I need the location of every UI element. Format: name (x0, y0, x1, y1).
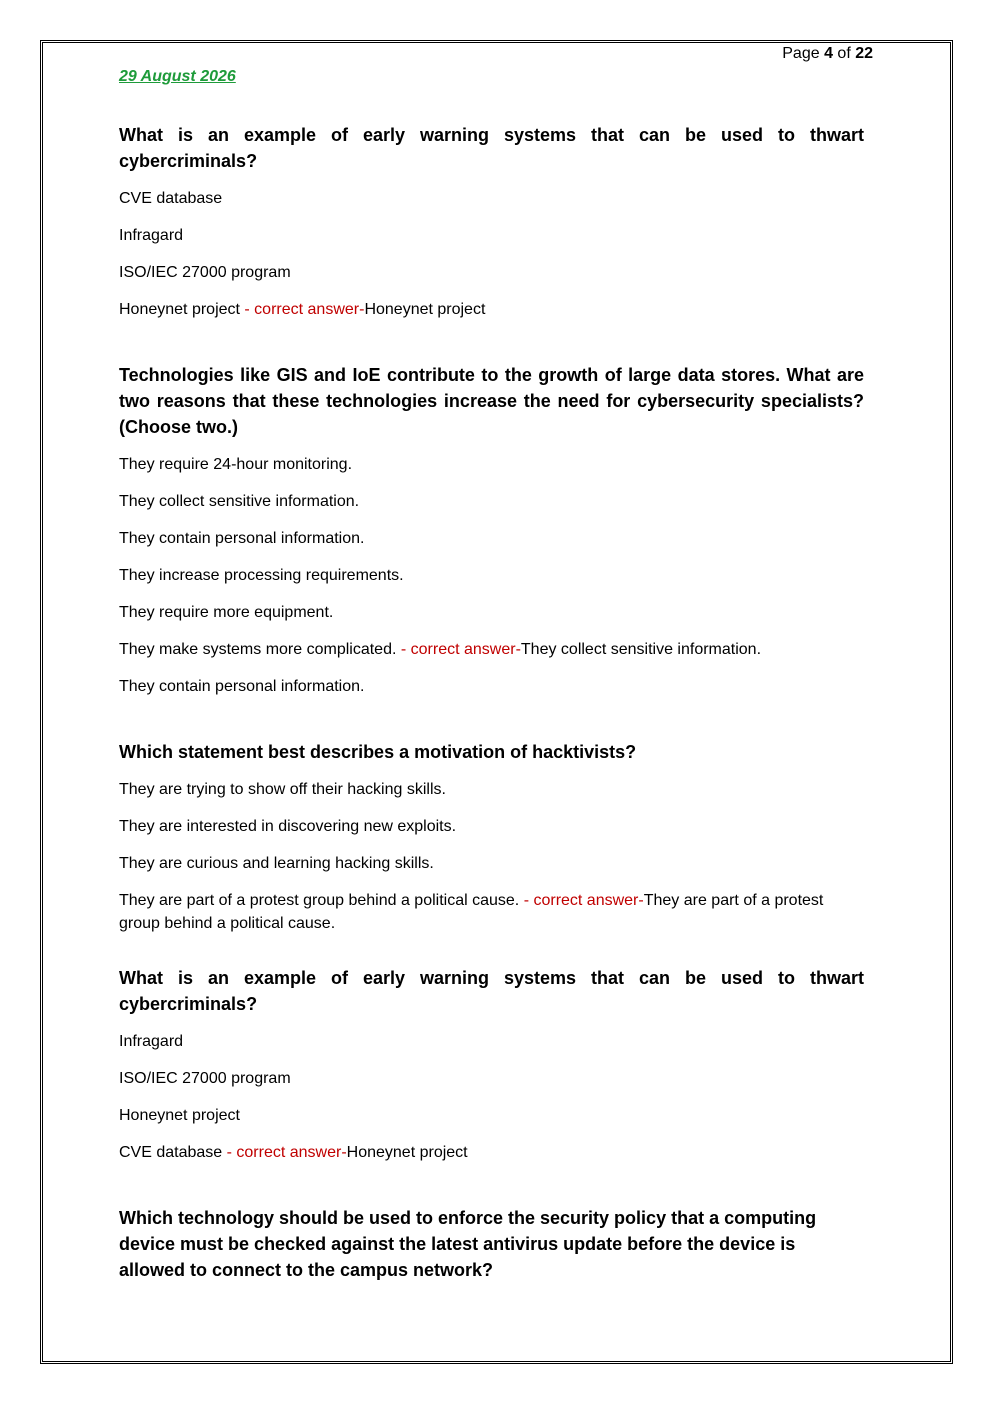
question-1: What is an example of early warning systems that can be used to thwart cybercriminals? (119, 125, 864, 171)
page-total: 22 (855, 45, 873, 62)
question-4: What is an example of early warning systems that can be used to thwart cybercriminals? (119, 968, 864, 1014)
page-current: 4 (824, 45, 833, 62)
option: ISO/IEC 27000 program (119, 264, 291, 281)
option: They are interested in discovering new exploits. (119, 818, 457, 835)
correct-answer-extra: They contain personal information. (119, 678, 365, 695)
option: They contain personal information. (119, 530, 365, 547)
correct-answer-marker: - correct answer- (523, 892, 644, 909)
option: They increase processing requirements. (119, 567, 404, 584)
option: Infragard (119, 227, 184, 244)
correct-answer-marker: - correct answer- (400, 641, 521, 658)
option-text: They are part of a protest group behind a political cause. (119, 892, 524, 909)
option: They are trying to show off their hacking skills. (119, 781, 446, 798)
question-block-3 (119, 739, 864, 935)
answer-line (119, 889, 864, 935)
question-3: Which statement best describes a motivation of hacktivists? (119, 742, 637, 762)
correct-answer: Honeynet project (364, 301, 486, 318)
option: Honeynet project (119, 1107, 240, 1124)
question-5: Which technology should be used to enforce the security policy that a computing device must be checked against the latest antivirus update before the device is allowed to connect to the campus network? (119, 1208, 817, 1280)
option: Infragard (119, 1033, 184, 1050)
option: They collect sensitive information. (119, 493, 360, 510)
page-number (782, 44, 873, 64)
correct-answer-marker: - correct answer- (226, 1144, 347, 1161)
correct-answer-marker: - correct answer- (244, 301, 365, 318)
answer-line (119, 298, 864, 321)
answer-line (119, 638, 864, 661)
document-body (119, 122, 864, 1324)
answer-line (119, 1141, 864, 1164)
page-prefix: Page (782, 45, 825, 62)
option: They require more equipment. (119, 604, 334, 621)
question-2: Technologies like GIS and IoE contribute to the growth of large data stores. What are two reasons that these technologies increase the need for cybersecurity specialists? (Choose two.) (119, 365, 864, 437)
option-text: They make systems more complicated. (119, 641, 401, 658)
option: They are curious and learning hacking skills. (119, 855, 434, 872)
option-text: CVE database (119, 1144, 227, 1161)
question-block-4 (119, 965, 864, 1164)
question-block-2 (119, 362, 864, 698)
option: CVE database (119, 190, 223, 207)
option: ISO/IEC 27000 program (119, 1070, 291, 1087)
question-block-1 (119, 122, 864, 321)
correct-answer: They collect sensitive information. (520, 641, 762, 658)
correct-answer: They are part of a protest group behind a political cause. (119, 892, 824, 932)
correct-answer: Honeynet project (346, 1144, 468, 1161)
question-block-5 (119, 1205, 864, 1283)
option-text: Honeynet project (119, 301, 245, 318)
page-of: of (832, 45, 856, 62)
document-date: 29 August 2026 (119, 68, 236, 85)
option: They require 24-hour monitoring. (119, 456, 353, 473)
